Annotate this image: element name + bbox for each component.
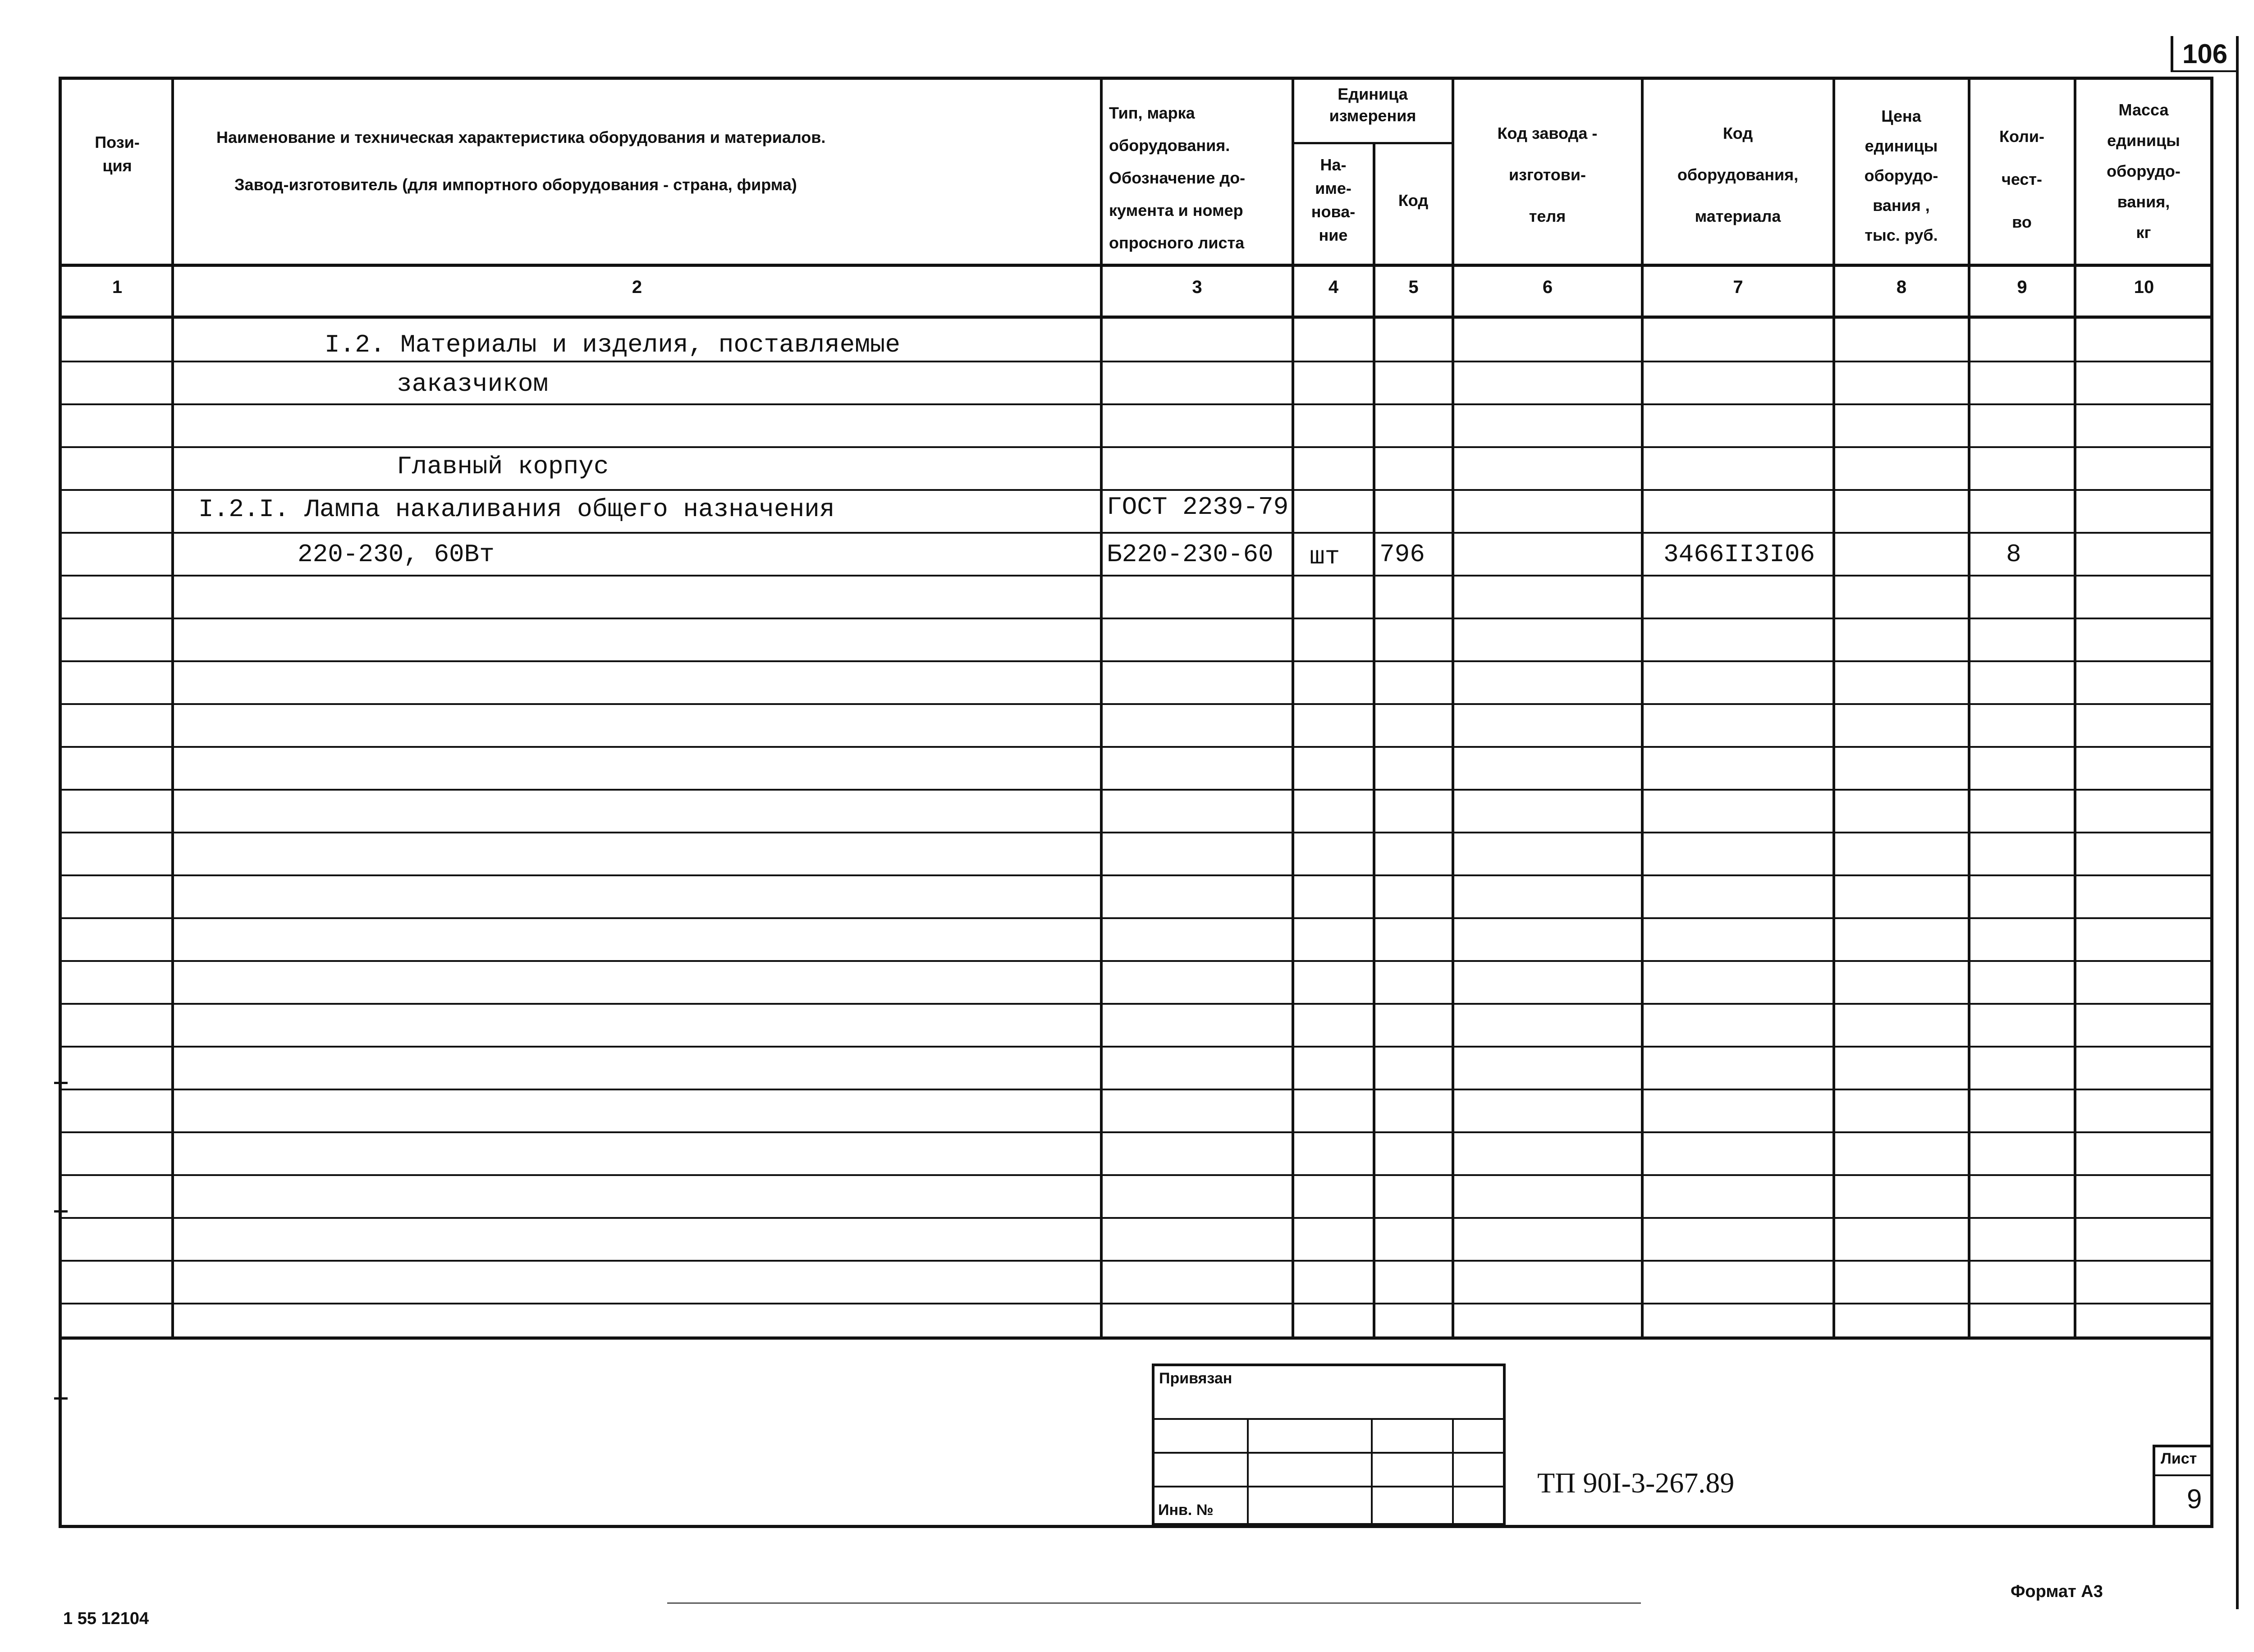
page-number-box <box>2171 36 2238 72</box>
numbers-bottom-line <box>59 316 2213 319</box>
header-col3: Тип, марка оборудования. Обозначение до- кумента и номер опросного листа <box>1109 104 1246 252</box>
col-divider-4 <box>1373 142 1375 1339</box>
row-item-qty: 8 <box>2006 540 2021 569</box>
attached-label: Привязан <box>1159 1370 1232 1387</box>
inv-number-label: Инв. № <box>1158 1501 1214 1519</box>
header-col1: Пози- ция <box>95 133 140 175</box>
row-building: Главный корпус <box>397 452 609 481</box>
sheet-box <box>2153 1445 2213 1526</box>
col-number-3: 3 <box>1192 277 1202 297</box>
margin-tick <box>54 1397 68 1400</box>
col-number-2: 2 <box>632 277 642 297</box>
sheet-label: Лист <box>2161 1450 2197 1467</box>
col-number-8: 8 <box>1896 277 1907 297</box>
document-code: ТП 90I-3-267.89 <box>1537 1467 1735 1499</box>
attached-stamp <box>1152 1364 1506 1526</box>
right-border-line <box>2236 36 2239 1609</box>
header-col5: Код <box>1398 191 1429 210</box>
row-item-type: Б220-230-60 <box>1107 540 1274 569</box>
left-footer-code: 1 55 12104 <box>63 1609 149 1628</box>
header-col8: Цена единицы оборудо- вания , тыс. руб. <box>1864 107 1938 244</box>
header-col4: На- име- нова- ние <box>1311 156 1356 244</box>
unit-group-line <box>1292 142 1454 144</box>
header-col2-line1: Наименование и техническая характеристика оборудования и материалов. <box>216 128 826 146</box>
row-item-equip-code: 3466II3I06 <box>1663 540 1815 569</box>
row-item-spec: 220-230, 60Вт <box>298 540 495 569</box>
header-unit-group: Единица измерения <box>1329 85 1416 125</box>
row-section-title-cont: заказчиком <box>397 370 549 398</box>
col-number-4: 4 <box>1328 277 1339 297</box>
col-number-1: 1 <box>112 277 123 297</box>
col-number-5: 5 <box>1408 277 1419 297</box>
col-number-9: 9 <box>2017 277 2027 297</box>
row-item-name: I.2.I. Лампа накаливания общего назначения <box>198 495 835 524</box>
col-number-10: 10 <box>2134 277 2154 297</box>
header-bottom-line <box>59 264 2213 267</box>
col-number-7: 7 <box>1733 277 1743 297</box>
header-col10: Масса единицы оборудо- вания, кг <box>2107 101 2181 242</box>
header-col2-line2: Завод-изготовитель (для импортного оборудования - страна, фирма) <box>234 175 797 194</box>
col-number-6: 6 <box>1542 277 1553 297</box>
header-col6: Код завода - изготови- теля <box>1497 124 1598 225</box>
page-number: 106 <box>2182 39 2228 69</box>
row-item-standard: ГОСТ 2239-79 <box>1107 493 1289 522</box>
header-col7: Код оборудования, материала <box>1677 124 1799 225</box>
header-col9: Коли- чест- во <box>1999 127 2045 231</box>
margin-tick <box>54 1210 68 1213</box>
row-section-title: I.2. Материалы и изделия, поставляемые <box>325 330 901 359</box>
row-item-unit-name: шт <box>1310 542 1340 571</box>
sheet-number: 9 <box>2187 1484 2202 1514</box>
format-label: Формат А3 <box>2011 1582 2103 1601</box>
row-item-unit-code: 796 <box>1379 540 1425 569</box>
margin-tick <box>54 1082 68 1084</box>
footer-line <box>667 1602 1641 1604</box>
